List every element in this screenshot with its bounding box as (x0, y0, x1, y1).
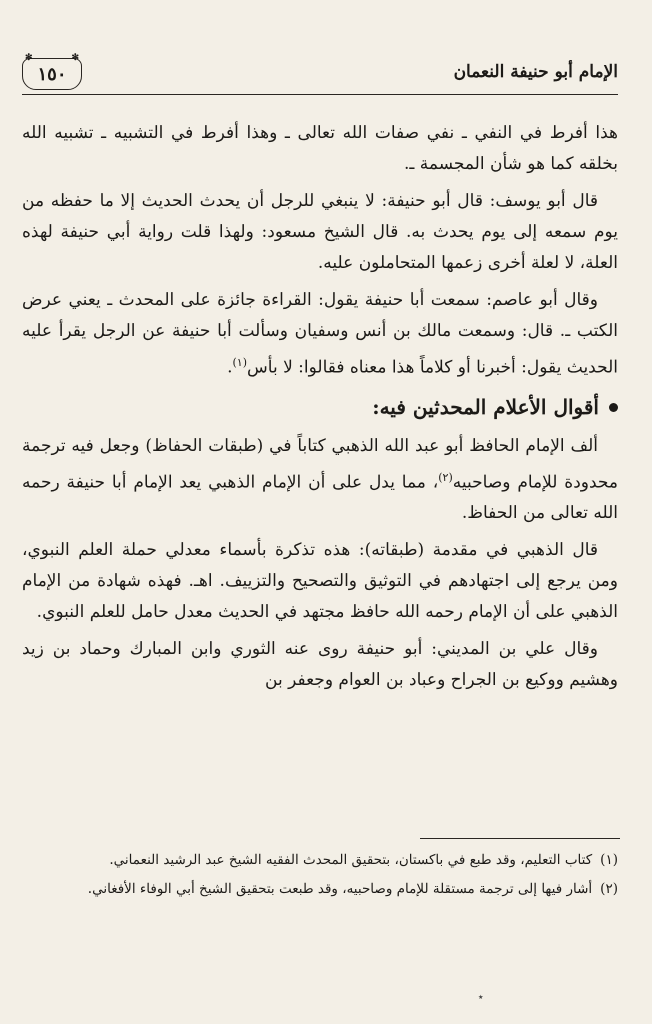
footnote-text: كتاب التعليم، وقد طبع في باكستان، بتحقيق المحدث الفقيه الشيخ عبد الرشيد النعماني. (109, 852, 593, 868)
paragraph: وقال أبو عاصم: سمعت أبا حنيفة يقول: القراءة جائزة على المحدث ـ يعني عرض الكتب ـ. قال: وسمعت مالك بن أنس وسفيان وسألت أبا حنيفة عن الرجل يقرأ عليه الحديث يقول: أخبرنا أو كلاماً هذا معناه فقالوا: لا بأس$^{(١)}$. (22, 290, 618, 378)
footnote-ref: (١) (232, 356, 248, 369)
ornament-icon: ✻ (71, 53, 79, 63)
page-header (22, 53, 618, 98)
section-heading-text: أقوال الأعلام المحدثين فيه: (372, 394, 599, 419)
paragraph-text: ، مما يدل على أن الإمام الذهبي يعد الإمام أبا حنيفة رحمه الله تعالى من الحفاظ. (22, 472, 618, 524)
header-rule (22, 94, 618, 95)
footnote-number: (٢) (600, 881, 618, 897)
section-heading (22, 392, 618, 423)
running-title: الإمام أبو حنيفة النعمان (453, 62, 618, 82)
footnote (22, 877, 618, 902)
bullet-icon (609, 403, 618, 412)
footnotes (22, 848, 618, 906)
footnote-rule (420, 838, 620, 839)
footnote-text: أشار فيها إلى ترجمة مستقلة للإمام وصاحبيه، وقد طبعت بتحقيق الشيخ أبي الوفاء الأفغاني. (87, 881, 593, 897)
footnote (22, 848, 618, 873)
paragraph: قال الذهبي في مقدمة (طبقاته): هذه تذكرة بأسماء معدلي حملة العلم النبوي، ومن يرجع إلى اجتهادهم في التوثيق والتصحيح والتزييف. اهـ. فهذه شهادة من الإمام الذهبي على أن الإمام رحمه الله حافظ مجتهد في الحديث معدل حامل للعلم النبوي. (22, 540, 618, 623)
footnote-ref: (٢) (438, 470, 453, 484)
paragraph: وقال علي بن المديني: أبو حنيفة روى عنه الثوري وابن المبارك وحماد بن زيد وهشيم ووكيع بن الجراح وعباد بن العوام وجعفر بن (22, 639, 618, 691)
paragraph-text: ألف الإمام الحافظ أبو عبد الله الذهبي كتاباً في (طبقات الحفاظ) وجعل فيه ترجمة محدودة للإمام وصاحبيه (22, 435, 618, 493)
page-number: ١٥٠ (37, 63, 67, 85)
paragraph: قال أبو يوسف: قال أبو حنيفة: لا ينبغي للرجل أن يحدث الحديث إلا ما حفظه من يوم سمعه إلى يوم يحدث به. قال الشيخ مسعود: ولهذا قلت رواية أبي حنيفة لهذه العلة، لا لعلة أخرى زعمها المتحاملون عليه. (22, 191, 618, 273)
paragraph (22, 431, 618, 530)
main-text (22, 118, 618, 702)
paragraph: هذا أفرط في النفي ـ نفي صفات الله تعالى ـ وهذا أفرط في التشبيه ـ تشبيه الله بخلقه كما هو شأن المجسمة ـ. (22, 123, 618, 174)
footnote-number: (١) (600, 852, 618, 868)
page-number-frame (22, 53, 82, 90)
print-mark-icon: ٭ (478, 992, 484, 1003)
paragraph-text: وقال أبو عاصم: سمعت أبا حنيفة يقول: القراءة جائزة على المحدث ـ يعني عرض الكتب ـ. قال: وسمعت مالك بن أنس وسفيان وسألت أبا حنيفة عن الرجل يقرأ عليه الحديث يقول: أخبرنا أو كلاماً هذا معناه فقالوا: لا بأس (22, 290, 618, 378)
ornament-icon: ✻ (25, 53, 33, 63)
